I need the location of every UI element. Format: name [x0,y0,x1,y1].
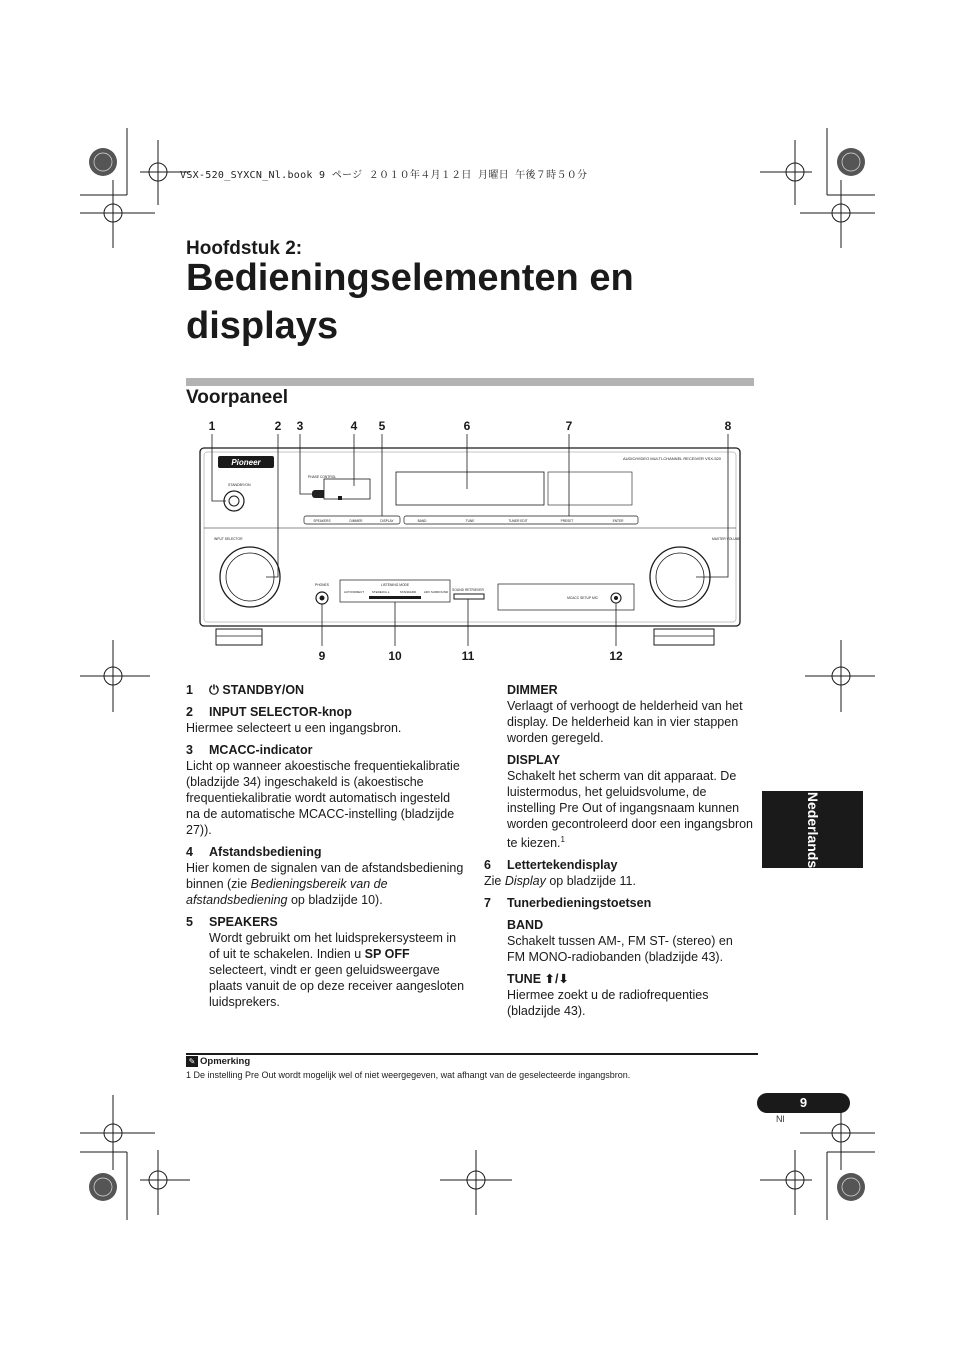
remote-sensor [324,479,370,499]
svg-text:SPEAKERS: SPEAKERS [313,519,331,523]
title-rule [186,378,754,386]
item-5-text: Wordt gebruikt om het luidsprekersysteem in of uit te schakelen. Indien u SP OFF selecteert, vindt er geen geluidsweergave plaats vanuit de op deze receiver aangesloten luidsprekers. [209,931,465,1009]
arrow-up-icon: ⬆ [544,972,555,987]
callout-11: 11 [461,649,475,663]
tune-text: Hiermee zoekt u de radiofrequenties (bladzijde 43). [507,988,709,1019]
note-rule [186,1053,758,1055]
item-3-text: Licht op wanneer akoestische frequentiekalibratie (bladzijde 34) ingeschakeld is (akoestische frequentiekalibratie wordt automatisch ingesteld na de automatische MCACC-instelling (bladzijde 27)). [186,759,460,837]
item-6-text: Zie Display op bladzijde 11. [484,874,636,889]
item-7-heading: 7 Tunerbedieningstoetsen [484,896,652,911]
note-heading: ✎ Opmerking [186,1056,250,1067]
page-language: Nl [776,1114,785,1124]
note-icon: ✎ [186,1056,198,1067]
item-5-heading: 5 SPEAKERS [186,915,278,929]
band-text: Schakelt tussen AM-, FM ST- (stereo) en FM MONO-radiobanden (bladzijde 43). [507,934,733,965]
svg-text:PHASE CONTROL: PHASE CONTROL [307,475,337,479]
callout-7: 7 [565,419,573,433]
display-heading: DISPLAY [507,753,561,767]
svg-text:AUTO/DIRECT: AUTO/DIRECT [343,590,365,594]
character-display [396,472,544,505]
svg-text:TUNE: TUNE [465,519,475,523]
callout-3: 3 [296,419,304,433]
svg-text:MASTER VOLUME: MASTER VOLUME [712,537,741,541]
tune-heading: TUNE ⬆/⬇ [507,972,569,987]
svg-text:SOUND RETRIEVER: SOUND RETRIEVER [452,588,484,592]
chapter-label: Hoofdstuk 2: [186,238,303,259]
svg-text:LISTENING MODE: LISTENING MODE [380,583,410,587]
callout-5: 5 [378,419,386,433]
items-right-column [484,676,754,1019]
svg-text:DIMMER: DIMMER [349,519,363,523]
item-4-heading: 4 Afstandsbediening [186,845,322,859]
callout-9: 9 [318,649,326,663]
power-icon: ⏻ [209,683,223,697]
svg-text:ADV SURROUND: ADV SURROUND [423,590,449,594]
svg-text:ENTER: ENTER [612,519,624,523]
svg-text:STANDBY/ON: STANDBY/ON [228,483,251,487]
file-header: VSX-520_SYXCN_Nl.book 9 ページ ２０１０年４月１２日 月曜日 午後７時５０分 [180,170,588,181]
item-2-heading: 2 INPUT SELECTOR-knop [186,705,352,719]
dimmer-text: Verlaagt of verhoogt de helderheid van het display. De helderheid kan in vier stappen worden geregeld. [507,699,743,745]
svg-text:PRESET: PRESET [560,519,574,523]
dimmer-heading: DIMMER [507,683,558,697]
svg-text:STEREO/A.L.: STEREO/A.L. [371,590,391,594]
item-3-heading: 3 MCACC-indicator [186,743,313,757]
note-text: 1 De instelling Pre Out wordt mogelijk wel of niet weergegeven, wat afhangt van de geselecteerde ingangsbron. [186,1070,631,1080]
callout-4: 4 [350,419,358,433]
svg-text:MCACC SETUP MIC: MCACC SETUP MIC [567,596,598,600]
svg-text:BAND: BAND [417,519,427,523]
section-title: Voorpaneel [186,387,289,408]
svg-text:INPUT SELECTOR: INPUT SELECTOR [214,537,243,541]
page-number: 9 [757,1093,850,1113]
svg-text:DISPLAY: DISPLAY [380,519,394,523]
callout-1: 1 [208,419,216,433]
svg-text:STANDARD: STANDARD [399,590,417,594]
items-left-column [186,676,466,1010]
callout-12: 12 [609,649,623,663]
svg-text:Pioneer: Pioneer [231,458,261,467]
svg-text:PHONES: PHONES [315,583,329,587]
band-heading: BAND [507,918,544,933]
item-2-text: Hiermee selecteert u een ingangsbron. [186,721,402,735]
svg-text:AUDIO/VIDEO MULTI-CHANNEL RECE: AUDIO/VIDEO MULTI-CHANNEL RECEIVER VSX-520 [622,456,721,461]
item-1-heading: 1 ⏻ STANDBY/ON [186,683,305,697]
item-4-text: Hier komen de signalen van de afstandsbediening binnen (zie Bedieningsbereik van de afstandsbediening op bladzijde 10). [186,861,464,907]
front-panel-figure [186,414,756,666]
callout-8: 8 [724,419,732,433]
callout-6: 6 [463,419,471,433]
callout-10: 10 [388,649,402,663]
language-side-tab: Nederlands [762,791,863,868]
display-text: Schakelt het scherm van dit apparaat. De luistermodus, het geluidsvolume, de instelling Pre Out of ingangsnaam kunnen worden gecontroleerd door een ingangsbron te kiezen.$^1$ [507,769,754,851]
page-title: Bedieningselementen en displays [186,257,634,347]
callout-2: 2 [274,419,282,433]
item-6-heading: 6 Lettertekendisplay [484,858,618,873]
arrow-down-icon: ⬇ [558,972,569,987]
svg-text:TUNER EDIT: TUNER EDIT [508,519,528,523]
